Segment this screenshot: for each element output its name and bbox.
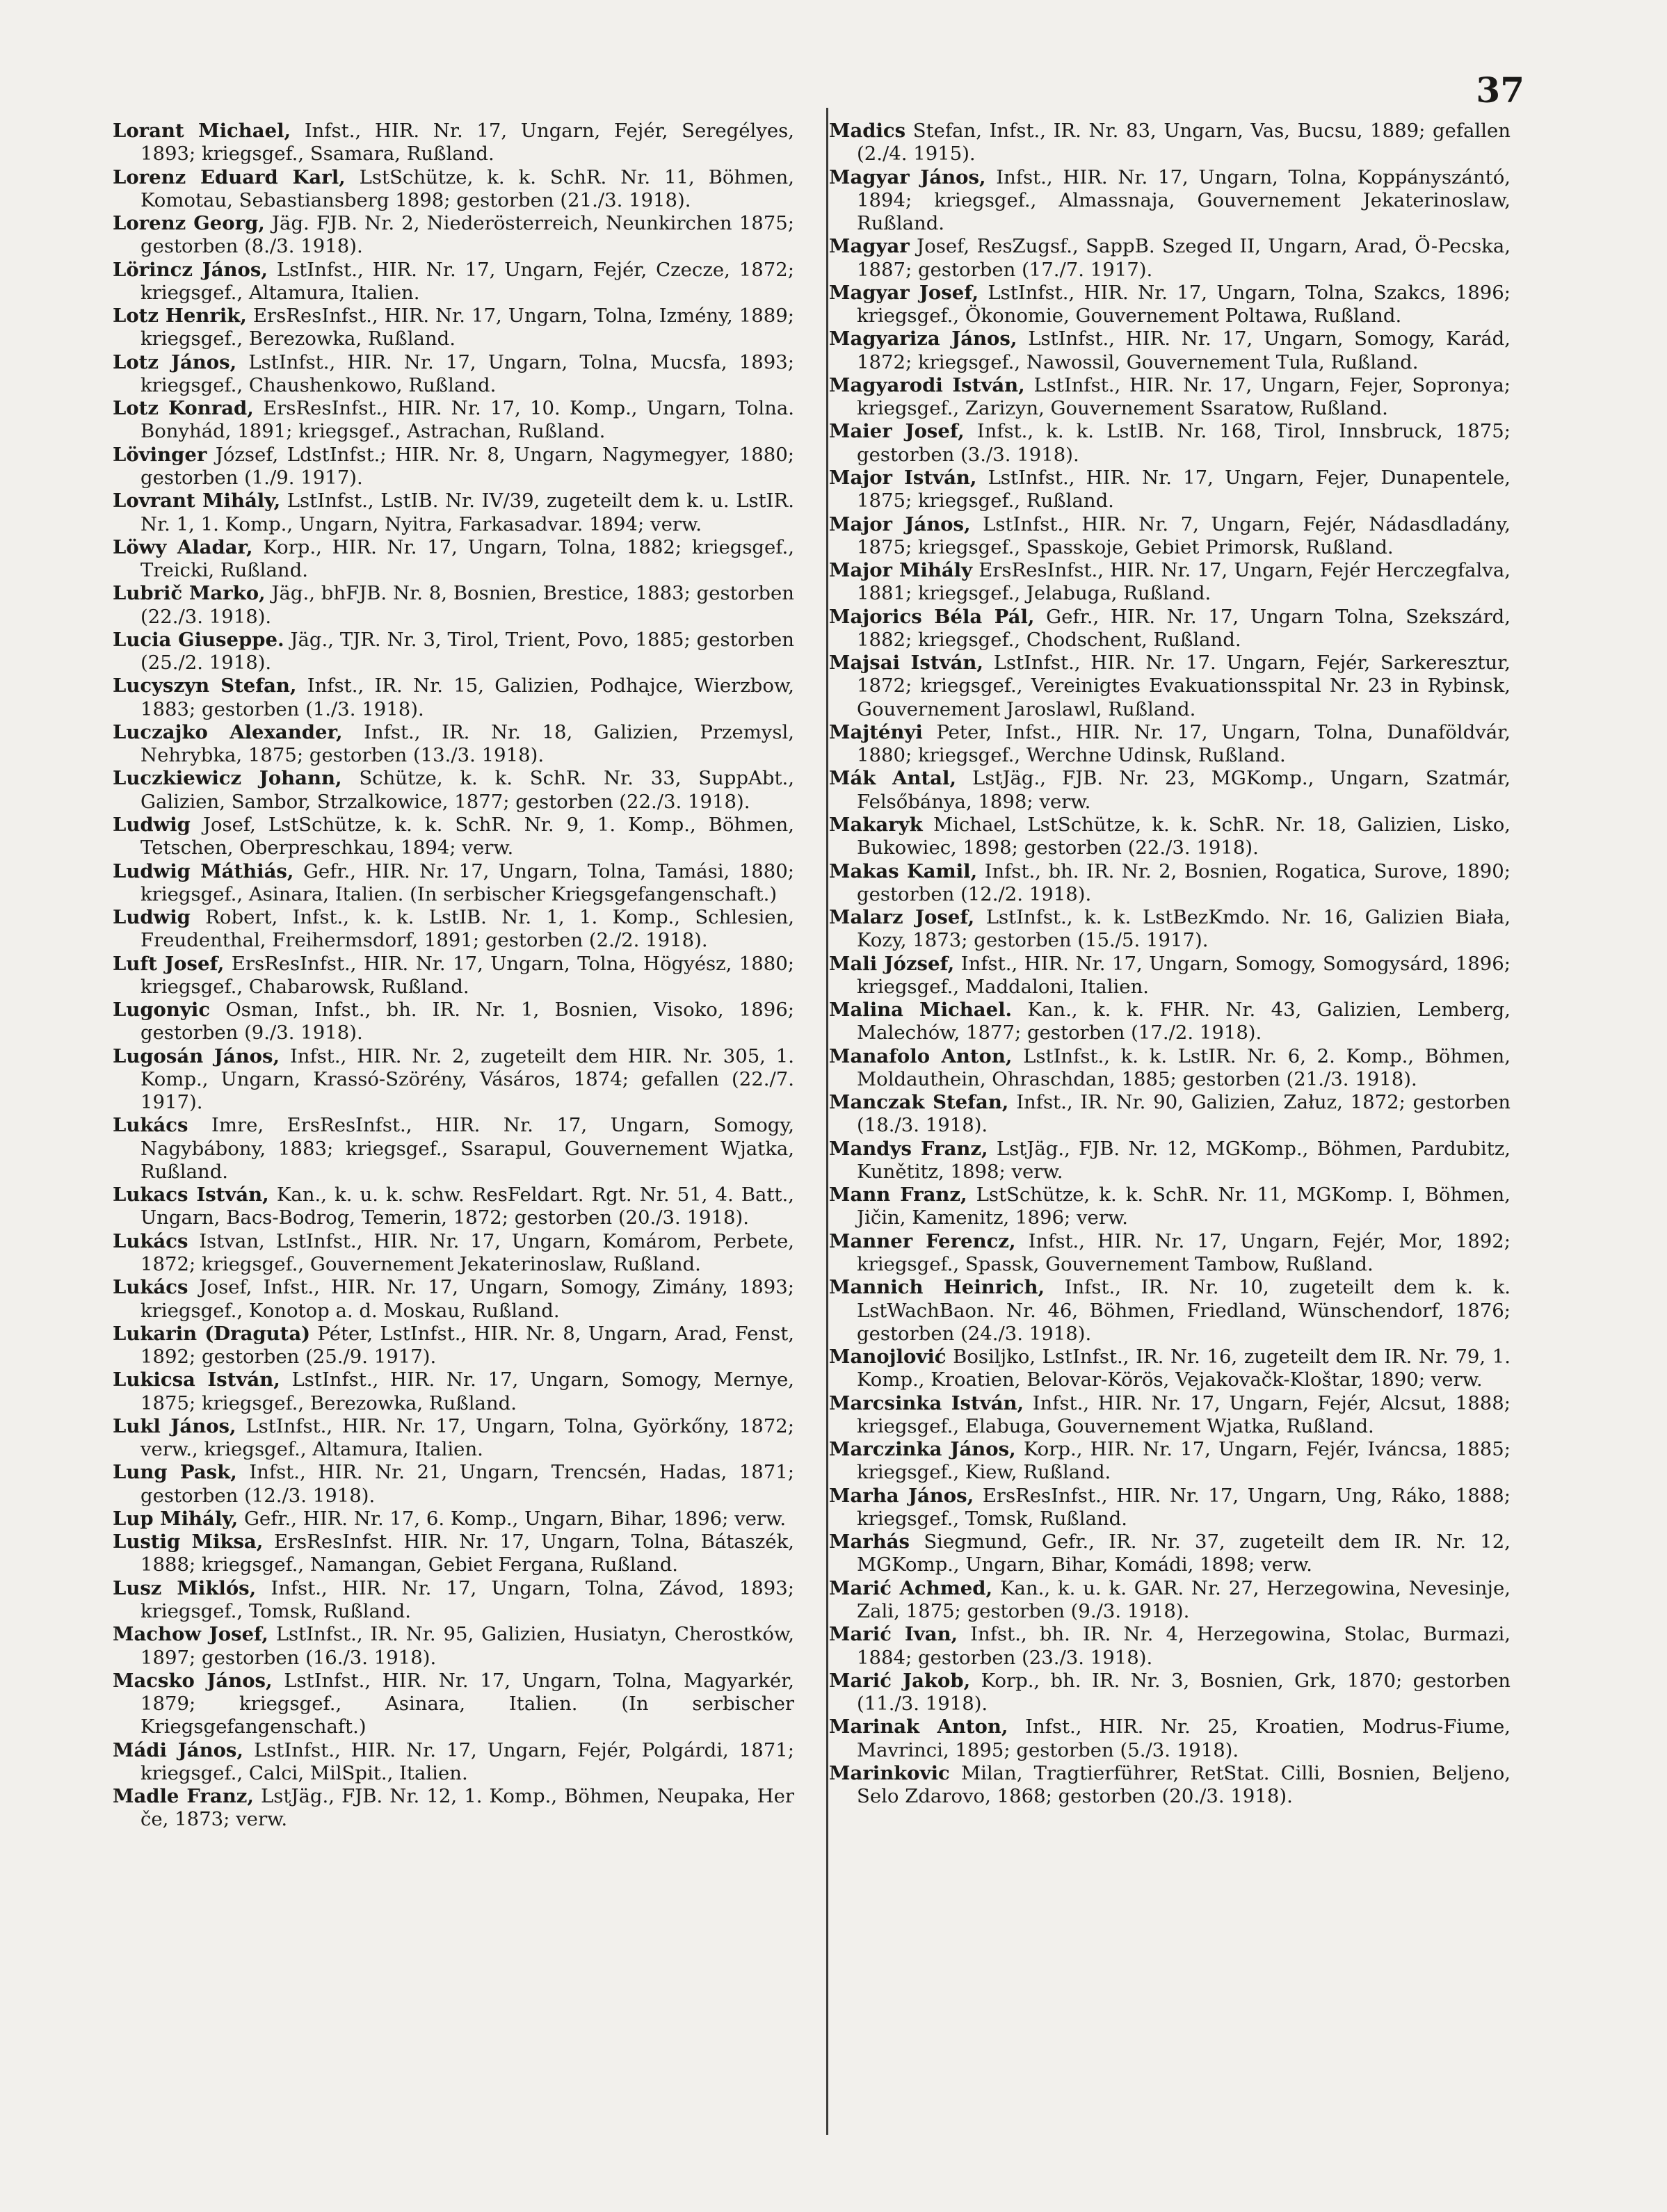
entry-details: LstInfst., k. k. LstIR. Nr. 6, 2. Komp., Böhmen, Moldauthein, Ohraschdan, 1885; gestorben (21./3. 1918). [857,1044,1511,1090]
register-entry [113,953,794,999]
entry-name: Makaryk [829,813,923,836]
entry-details: Jäg., bhFJB. Nr. 8, Bosnien, Brestice, 1883; gestorben (22./3. 1918). [140,582,794,628]
entry-details: Infst., HIR. Nr. 21, Ungarn, Trencsén, Hadas, 1871; gestorben (12./3. 1918). [140,1461,794,1507]
entry-details: Infst., HIR. Nr. 2, zugeteilt dem HIR. Nr. 305, 1. Komp., Ungarn, Krassó-Szörény, Vásáros, 1874; gefallen (22./7. 1917). [140,1044,794,1114]
register-entry [829,1184,1511,1230]
entry-name: Mann Franz, [829,1184,967,1206]
entry-details: Infst., IR. Nr. 15, Galizien, Podhajce, Wierzbow, 1883; gestorben (1./3. 1918). [140,675,794,720]
entry-details: Infst., bh. IR. Nr. 4, Herzegowina, Stolac, Burmazi, 1884; gestorben (23./3. 1918). [857,1623,1511,1669]
entry-name: Mandys Franz, [829,1137,988,1160]
entry-details: Infst., HIR. Nr. 17, Ungarn, Somogy, Somogysárd, 1896; kriegsgef., Maddaloni, Italien. [857,952,1511,998]
entry-details: Gefr., HIR. Nr. 17, Ungarn, Tolna, Tamási, 1880; kriegsgef., Asinara, Italien. (In serbischer Kriegsgefangenschaft.) [140,859,794,905]
register-entry [829,559,1511,606]
register-entry [113,999,794,1045]
entry-name: Major István, [829,466,977,489]
entry-name: Lukács [113,1276,188,1299]
entry-details: Infst., IR. Nr. 18, Galizien, Przemysl, Nehrybka, 1875; gestorben (13./3. 1918). [140,720,794,767]
entry-name: Major Mihály [829,559,973,582]
entry-details: Kan., k. u. k. schw. ResFeldart. Rgt. Nr. 51, 4. Batt., Ungarn, Bacs-Bodrog, Temerin, 1872; gestorben (20./3. 1918). [140,1184,794,1229]
entry-name: Mannich Heinrich, [829,1276,1045,1299]
register-entry [829,1485,1511,1531]
register-entry [113,1739,794,1786]
entry-name: Lotz János, [113,350,237,373]
entry-details: Michael, LstSchütze, k. k. SchR. Nr. 18, Galizien, Lisko, Bukowiec, 1898; gestorben (22./3. 1918). [857,813,1511,859]
entry-details: Infst., HIR. Nr. 17, Ungarn, Fejér, Seregélyes, 1893; kriegsgef., Ssamara, Rußland. [140,120,794,166]
entry-details: ErsResInfst., HIR. Nr. 17, 10. Komp., Ungarn, Tolna. Bonyhád, 1891; kriegsgef., Astrachan, Rußland. [140,397,794,443]
register-entry [829,120,1511,166]
entry-details: ErsResInfst., HIR. Nr. 17, Ungarn, Tolna, Izmény, 1889; kriegsgef., Berezowka, Rußland. [140,305,794,350]
entry-details: Robert, Infst., k. k. LstIB. Nr. 1, 1. Komp., Schlesien, Freudenthal, Freihermsdorf, 1891; gestorben (2./2. 1918). [140,906,794,952]
entry-name: Manner Ferencz, [829,1229,1016,1252]
register-entry [829,1531,1511,1577]
register-entry [829,1670,1511,1716]
entry-details: Bosiljko, LstInfst., IR. Nr. 16, zugeteilt dem IR. Nr. 79, 1. Komp., Kroatien, Belovar-Körös, Vejakovačk-Kloštar, 1890; verw. [857,1346,1511,1391]
register-entry [113,490,794,536]
entry-name: Lucia Giuseppe. [113,628,284,651]
register-entry [829,328,1511,374]
entry-name: Lugonyic [113,999,211,1022]
register-entry [113,1184,794,1230]
entry-name: Lovrant Mihály, [113,490,281,512]
entry-details: Jäg., TJR. Nr. 3, Tirol, Trient, Povo, 1885; gestorben (25./2. 1918). [140,628,794,675]
register-entry [829,1715,1511,1762]
register-entry [829,767,1511,814]
entry-details: Peter, Infst., HIR. Nr. 17, Ungarn, Tolna, Dunaföldvár, 1880; kriegsgef., Werchne Udinsk, Rußland. [857,720,1511,767]
register-entry [829,1045,1511,1092]
entry-name: Lucyszyn Stefan, [113,675,297,697]
entry-details: LstSchütze, k. k. SchR. Nr. 11, MGKomp. I, Böhmen, Jičin, Kamenitz, 1896; verw. [857,1184,1511,1229]
entry-details: Péter, LstInfst., HIR. Nr. 8, Ungarn, Arad, Fenst, 1892; gestorben (25./9. 1917). [140,1322,794,1369]
entry-details: LstInfst., IR. Nr. 95, Galizien, Husiatyn, Cherostków, 1897; gestorben (16./3. 1918). [140,1623,794,1669]
register-entry [829,1762,1511,1809]
entry-details: Kan., k. k. FHR. Nr. 43, Galizien, Lemberg, Malechów, 1877; gestorben (17./2. 1918). [857,999,1511,1044]
entry-details: LstJäg., FJB. Nr. 12, 1. Komp., Böhmen, Neupaka, Her če, 1873; verw. [140,1785,794,1831]
register-entry [113,1114,794,1184]
entry-name: Majtényi [829,720,923,743]
entry-details: Gefr., HIR. Nr. 17, Ungarn Tolna, Szekszárd, 1882; kriegsgef., Chodschent, Rußland. [857,605,1511,651]
register-entry [113,536,794,583]
entry-name: Ludwig [113,813,191,836]
register-entry [829,606,1511,652]
register-entry [113,767,794,814]
entry-details: LstInfst., k. k. LstBezKmdo. Nr. 16, Galizien Biała, Kozy, 1873; gestorben (15./5. 1917). [857,906,1511,952]
entry-name: Madics [829,120,906,142]
entry-details: LstJäg., FJB. Nr. 12, MGKomp., Böhmen, Pardubitz, Kunětitz, 1898; verw. [857,1137,1511,1183]
entry-details: ErsResInfst., HIR. Nr. 17, Ungarn, Fejér Herczegfalva, 1881; kriegsgef., Jelabuga, Rußland. [857,559,1511,605]
register-entry [113,629,794,675]
entry-name: Magyar Josef, [829,281,979,304]
entry-details: Infst., HIR. Nr. 17, Ungarn, Tolna, Koppányszántó, 1894; kriegsgef., Almassnaja, Gouvernement Jekaterinoslaw, Rußland. [857,166,1511,235]
register-entry [113,120,794,166]
entry-details: LstInfst., HIR. Nr. 17, Ungarn, Tolna, Szakcs, 1896; kriegsgef., Ökonomie, Gouvernement Poltawa, Rußland. [857,281,1511,328]
entry-name: Marić Achmed, [829,1576,993,1599]
entry-name: Malina Michael. [829,999,1013,1022]
register-entry [113,906,794,953]
entry-name: Manczak Stefan, [829,1091,1009,1114]
entry-details: Istvan, LstInfst., HIR. Nr. 17, Ungarn, Komárom, Perbete, 1872; kriegsgef., Gouvernement Jekaterinoslaw, Rußland. [140,1229,794,1276]
entry-name: Macsko János, [113,1669,273,1692]
entry-name: Lorant Michael, [113,120,291,142]
entry-details: Infst., HIR. Nr. 17, Ungarn, Fejér, Mor, 1892; kriegsgef., Spassk, Gouvernement Tambow, Rußland. [857,1229,1511,1276]
entry-name: Lotz Konrad, [113,397,254,420]
entry-details: Korp., bh. IR. Nr. 3, Bosnien, Grk, 1870; gestorben (11./3. 1918). [857,1669,1511,1715]
entry-details: LstInfst., HIR. Nr. 17, Ungarn, Tolna, Mucsfa, 1893; kriegsgef., Chaushenkowo, Rußland. [140,350,794,396]
entry-details: Imre, ErsResInfst., HIR. Nr. 17, Ungarn, Somogy, Nagybábony, 1883; kriegsgef., Ssarapul, Gouvernement Wjatka, Rußland. [140,1114,794,1183]
register-entry [113,814,794,860]
entry-name: Lövinger [113,443,207,466]
entry-name: Mádi János, [113,1738,243,1761]
entry-name: Lugosán János, [113,1044,280,1067]
entry-details: LstSchütze, k. k. SchR. Nr. 11, Böhmen, Komotau, Sebastiansberg 1898; gestorben (21./3. 1918). [140,166,794,211]
register-entry [113,675,794,721]
entry-name: Luft Josef, [113,952,225,975]
entry-name: Majsai István, [829,652,983,675]
register-entry [829,235,1511,282]
entry-details: LstInfst., HIR. Nr. 17, Ungarn, Somogy, Mernye, 1875; kriegsgef., Berezowka, Rußland. [140,1369,794,1414]
entry-name: Madle Franz, [113,1785,254,1808]
register-entry [113,166,794,213]
entry-name: Manafolo Anton, [829,1044,1013,1067]
entry-name: Löwy Aladar, [113,535,253,558]
entry-details: Infst., HIR. Nr. 17, Ungarn, Tolna, Závod, 1893; kriegsgef., Tomsk, Rußland. [140,1576,794,1622]
entry-name: Lusz Miklós, [113,1576,257,1599]
entry-details: Korp., HIR. Nr. 17, Ungarn, Tolna, 1882; kriegsgef., Treicki, Rußland. [140,535,794,582]
register-entry [113,444,794,490]
entry-details: Kan., k. u. k. GAR. Nr. 27, Herzegowina, Nevesinje, Zali, 1875; gestorben (9./3. 1918). [857,1576,1511,1622]
register-entry [829,513,1511,560]
entry-details: József, LdstInfst.; HIR. Nr. 8, Ungarn, Nagymegyer, 1880; gestorben (1./9. 1917). [140,443,794,489]
entry-details: LstInfst., LstIB. Nr. IV/39, zugeteilt dem k. u. LstIR. Nr. 1, 1. Komp., Ungarn, Nyitra, Farkasadvar. 1894; verw. [140,490,794,535]
entry-name: Magyar János, [829,166,986,188]
entry-name: Lukács [113,1229,188,1252]
entry-name: Mák Antal, [829,767,957,790]
entry-name: Marinak Anton, [829,1715,1008,1738]
page-number: 37 [1476,70,1524,111]
entry-name: Lukacs István, [113,1184,269,1206]
register-entry [829,906,1511,953]
register-entry [113,1045,794,1115]
entry-name: Lörincz János, [113,258,268,281]
entry-name: Lukarin (Draguta) [113,1322,311,1345]
register-entry [113,1508,794,1531]
entry-name: Lorenz Georg, [113,212,265,235]
entry-name: Marinkovic [829,1761,950,1784]
entry-name: Manojlović [829,1346,947,1369]
entry-name: Lukács [113,1114,188,1137]
register-entry [113,582,794,629]
register-entry [113,1785,794,1832]
entry-name: Luczajko Alexander, [113,720,343,743]
register-entry [829,1230,1511,1277]
entry-name: Malarz Josef, [829,906,975,929]
register-entry [113,1623,794,1670]
entry-details: Gefr., HIR. Nr. 17, 6. Komp., Ungarn, Bihar, 1896; verw. [243,1507,787,1530]
entry-name: Lustig Miksa, [113,1531,264,1553]
entry-name: Marcsinka István, [829,1391,1024,1414]
entry-name: Marić Ivan, [829,1623,958,1646]
register-entry [113,721,794,768]
register-entry [113,1323,794,1369]
entry-details: LstInfst., HIR. Nr. 17, Ungarn, Fejer, Sopronya; kriegsgef., Zarizyn, Gouvernement Ssaratow, Rußland. [857,373,1511,420]
entry-details: LstInfst., HIR. Nr. 17, Ungarn, Fejer, Dunapentele, 1875; kriegsgef., Rußland. [857,466,1511,512]
entry-details: LstInfst., HIR. Nr. 17. Ungarn, Fejér, Sarkeresztur, 1872; kriegsgef., Vereinigtes Evakuationsspital Nr. 23 in Rybinsk, Gouvernement Jaroslawl, Rußland. [857,652,1511,720]
entry-name: Lukicsa István, [113,1369,280,1391]
entry-name: Marczinka János, [829,1438,1016,1461]
entry-details: Josef, Infst., HIR. Nr. 17, Ungarn, Somogy, Zimány, 1893; kriegsgef., Konotop a. d. Moskau, Rußland. [140,1276,794,1322]
entry-name: Magyariza János, [829,328,1017,350]
entry-name: Magyarodi István, [829,373,1025,396]
page-body [113,120,1511,2150]
entry-details: Schütze, k. k. SchR. Nr. 33, SuppAbt., Galizien, Sambor, Strzalkowice, 1877; gestorben (22./3. 1918). [140,767,794,813]
entry-name: Lukl János, [113,1414,236,1437]
register-entry [113,1369,794,1415]
entry-details: ErsResInfst., HIR. Nr. 17, Ungarn, Tolna, Högyész, 1880; kriegsgef., Chabarowsk, Rußland. [140,952,794,998]
entry-details: LstInfst., HIR. Nr. 17, Ungarn, Somogy, Karád, 1872; kriegsgef., Nawossil, Gouvernement Tula, Rußland. [857,328,1511,373]
entry-details: Stefan, Infst., IR. Nr. 83, Ungarn, Vas, Bucsu, 1889; gefallen (2./4. 1915). [857,120,1511,166]
register-entry [113,397,794,444]
register-entry [829,1623,1511,1670]
entry-details: Infst., HIR. Nr. 17, Ungarn, Fejér, Alcsut, 1888; kriegsgef., Elabuga, Gouvernement Wjatka, Rußland. [857,1391,1511,1437]
register-entry [829,814,1511,860]
register-entry [829,282,1511,328]
entry-name: Lung Pask, [113,1461,237,1484]
register-entry [829,721,1511,768]
entry-name: Marhás [829,1531,910,1553]
entry-details: LstInfst., HIR. Nr. 17, Ungarn, Fejér, Czecze, 1872; kriegsgef., Altamura, Italien. [140,258,794,304]
register-entry [113,1415,794,1462]
entry-details: Jäg. FJB. Nr. 2, Niederösterreich, Neunkirchen 1875; gestorben (8./3. 1918). [140,212,794,258]
register-entry [113,1670,794,1739]
entry-details: Infst., HIR. Nr. 25, Kroatien, Modrus-Fiume, Mavrinci, 1895; gestorben (5./3. 1918). [857,1715,1511,1761]
register-entry [113,1531,794,1577]
entry-details: LstInfst., HIR. Nr. 17, Ungarn, Tolna, Magyarkér, 1879; kriegsgef., Asinara, Italien. (In serbischer Kriegsgefangenschaft.) [140,1669,794,1738]
entry-details: LstInfst., HIR. Nr. 17, Ungarn, Tolna, Györkőny, 1872; verw., kriegsgef., Altamura, Italien. [140,1414,794,1461]
entry-name: Luczkiewicz Johann, [113,767,342,790]
entry-details: ErsResInfst., HIR. Nr. 17, Ungarn, Ung, Ráko, 1888; kriegsgef., Tomsk, Rußland. [857,1484,1511,1530]
entry-name: Marić Jakob, [829,1669,971,1692]
register-entry [113,305,794,351]
register-entry [829,1276,1511,1346]
register-entry [113,351,794,398]
entry-name: Machow Josef, [113,1623,268,1646]
register-entry [113,212,794,259]
register-entry [829,652,1511,721]
register-entry [829,1577,1511,1624]
entry-name: Major János, [829,512,971,535]
register-entry [829,374,1511,421]
entry-details: Infst., IR. Nr. 90, Galizien, Załuz, 1872; gestorben (18./3. 1918). [857,1091,1511,1137]
entry-details: LstInfst., HIR. Nr. 7, Ungarn, Fejér, Nádasdladány, 1875; kriegsgef., Spasskoje, Gebiet Primorsk, Rußland. [857,512,1511,558]
entry-details: Infst., bh. IR. Nr. 2, Bosnien, Rogatica, Surove, 1890; gestorben (12./2. 1918). [857,859,1511,905]
entry-name: Ludwig [113,906,191,929]
entry-name: Lubrič Marko, [113,582,266,605]
left-column [113,120,794,2150]
register-entry [829,1138,1511,1184]
entry-details: LstJäg., FJB. Nr. 23, MGKomp., Ungarn, Szatmár, Felsőbánya, 1898; verw. [857,767,1511,813]
register-entry [829,860,1511,907]
register-entry [113,1577,794,1624]
register-entry [113,860,794,907]
entry-details: LstInfst., HIR. Nr. 17, Ungarn, Fejér, Polgárdi, 1871; kriegsgef., Calci, MilSpit., Italien. [140,1738,794,1784]
entry-name: Marha János, [829,1484,974,1507]
register-entry [829,999,1511,1045]
entry-details: Osman, Infst., bh. IR. Nr. 1, Bosnien, Visoko, 1896; gestorben (9./3. 1918). [140,999,794,1044]
register-entry [829,1091,1511,1138]
entry-name: Lotz Henrik, [113,305,247,328]
entry-details: ErsResInfst. HIR. Nr. 17, Ungarn, Tolna, Bátaszék, 1888; kriegsgef., Namangan, Gebiet Fergana, Rußland. [140,1531,794,1576]
register-entry [113,1276,794,1323]
entry-name: Lorenz Eduard Karl, [113,166,346,188]
entry-details: Infst., k. k. LstIB. Nr. 168, Tirol, Innsbruck, 1875; gestorben (3./3. 1918). [857,420,1511,466]
register-entry [113,1461,794,1508]
entry-name: Maier Josef, [829,420,965,443]
entry-name: Lup Mihály, [113,1507,239,1530]
entry-name: Magyar [829,235,910,258]
register-entry [829,467,1511,513]
register-entry [829,1438,1511,1485]
entry-details: Infst., IR. Nr. 10, zugeteilt dem k. k. LstWachBaon. Nr. 46, Böhmen, Friedland, Wünschendorf, 1876; gestorben (24./3. 1918). [857,1276,1511,1345]
register-entry [829,166,1511,236]
entry-details: Josef, ResZugsf., SappB. Szeged II, Ungarn, Arad, Ö-Pecska, 1887; gestorben (17./7. 1917). [857,235,1511,281]
entry-name: Majorics Béla Pál, [829,605,1035,628]
register-entry [829,420,1511,467]
register-entry [829,1346,1511,1392]
entry-details: Josef, LstSchütze, k. k. SchR. Nr. 9, 1. Komp., Böhmen, Tetschen, Oberpreschkau, 1894; verw. [140,813,794,859]
entry-details: Korp., HIR. Nr. 17, Ungarn, Fejér, Iváncsa, 1885; kriegsgef., Kiew, Rußland. [857,1438,1511,1484]
right-column [829,120,1511,2150]
register-entry [113,1230,794,1277]
entry-details: Siegmund, Gefr., IR. Nr. 37, zugeteilt dem IR. Nr. 12, MGKomp., Ungarn, Bihar, Komádi, 1898; verw. [857,1531,1511,1576]
register-entry [829,1392,1511,1439]
entry-details: Milan, Tragtierführer, RetStat. Cilli, Bosnien, Beljeno, Selo Zdarovo, 1868; gestorben (20./3. 1918). [857,1761,1511,1808]
entry-name: Mali József, [829,952,955,975]
register-entry [829,953,1511,999]
entry-name: Ludwig Máthiás, [113,859,294,882]
entry-name: Makas Kamil, [829,859,978,882]
register-entry [113,259,794,305]
